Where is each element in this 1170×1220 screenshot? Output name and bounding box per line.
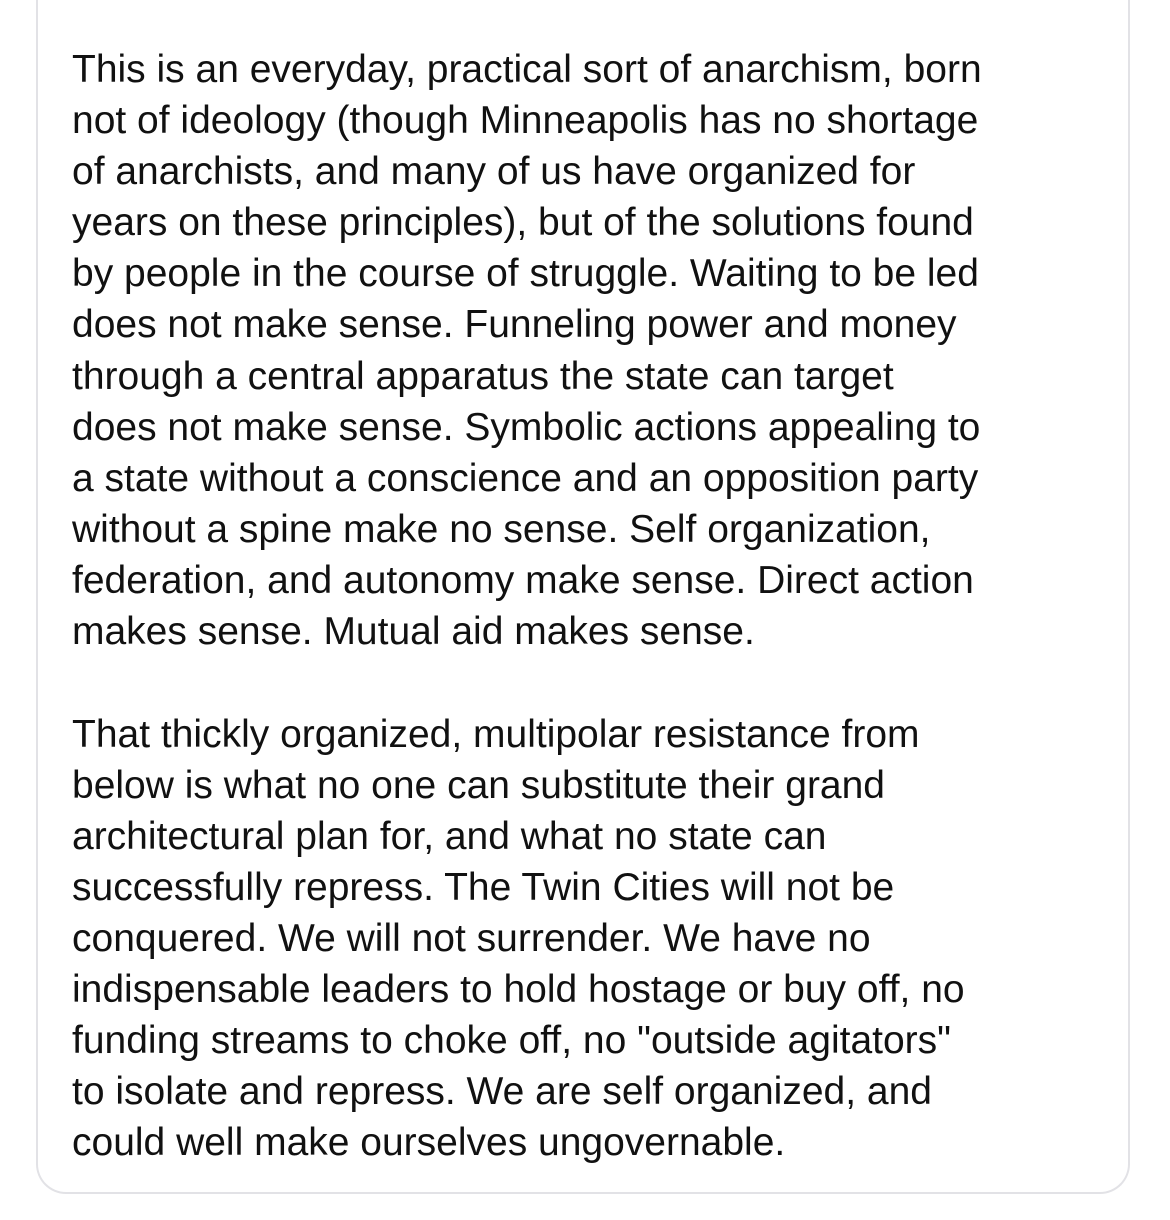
text-line: without a spine make no sense. Self organization,	[72, 507, 931, 551]
paragraph-1	[72, 44, 1112, 657]
text-line: of anarchists, and many of us have organized for	[72, 150, 916, 194]
text-line: makes sense. Mutual aid makes sense.	[72, 610, 755, 654]
paragraph-2	[72, 709, 1112, 1169]
text-line: years on these principles), but of the solutions found	[72, 201, 974, 245]
text-line: could well make ourselves ungovernable.	[72, 1121, 786, 1165]
text-line: does not make sense. Funneling power and money	[72, 303, 957, 347]
text-line: architectural plan for, and what no state can	[72, 814, 827, 858]
text-line: That thickly organized, multipolar resistance from	[72, 712, 920, 756]
text-line: not of ideology (though Minneapolis has no shortage	[72, 99, 979, 143]
text-line: does not make sense. Symbolic actions appealing to	[72, 405, 981, 449]
text-line: through a central apparatus the state can target	[72, 354, 894, 398]
text-line: This is an everyday, practical sort of anarchism, born	[72, 48, 982, 91]
text-line: federation, and autonomy make sense. Direct action	[72, 558, 974, 602]
text-line: conquered. We will not surrender. We have no	[72, 916, 871, 960]
text-line: funding streams to choke off, no "outside agitators"	[72, 1019, 951, 1063]
text-line: successfully repress. The Twin Cities will not be	[72, 865, 895, 909]
text-line: by people in the course of struggle. Waiting to be led	[72, 252, 979, 296]
text-line: indispensable leaders to hold hostage or buy off, no	[72, 967, 965, 1011]
text-line: to isolate and repress. We are self organized, and	[72, 1070, 932, 1114]
text-line: a state without a conscience and an opposition party	[72, 456, 979, 500]
text-line: below is what no one can substitute their grand	[72, 763, 886, 807]
post-body[interactable]	[72, 44, 1112, 1168]
